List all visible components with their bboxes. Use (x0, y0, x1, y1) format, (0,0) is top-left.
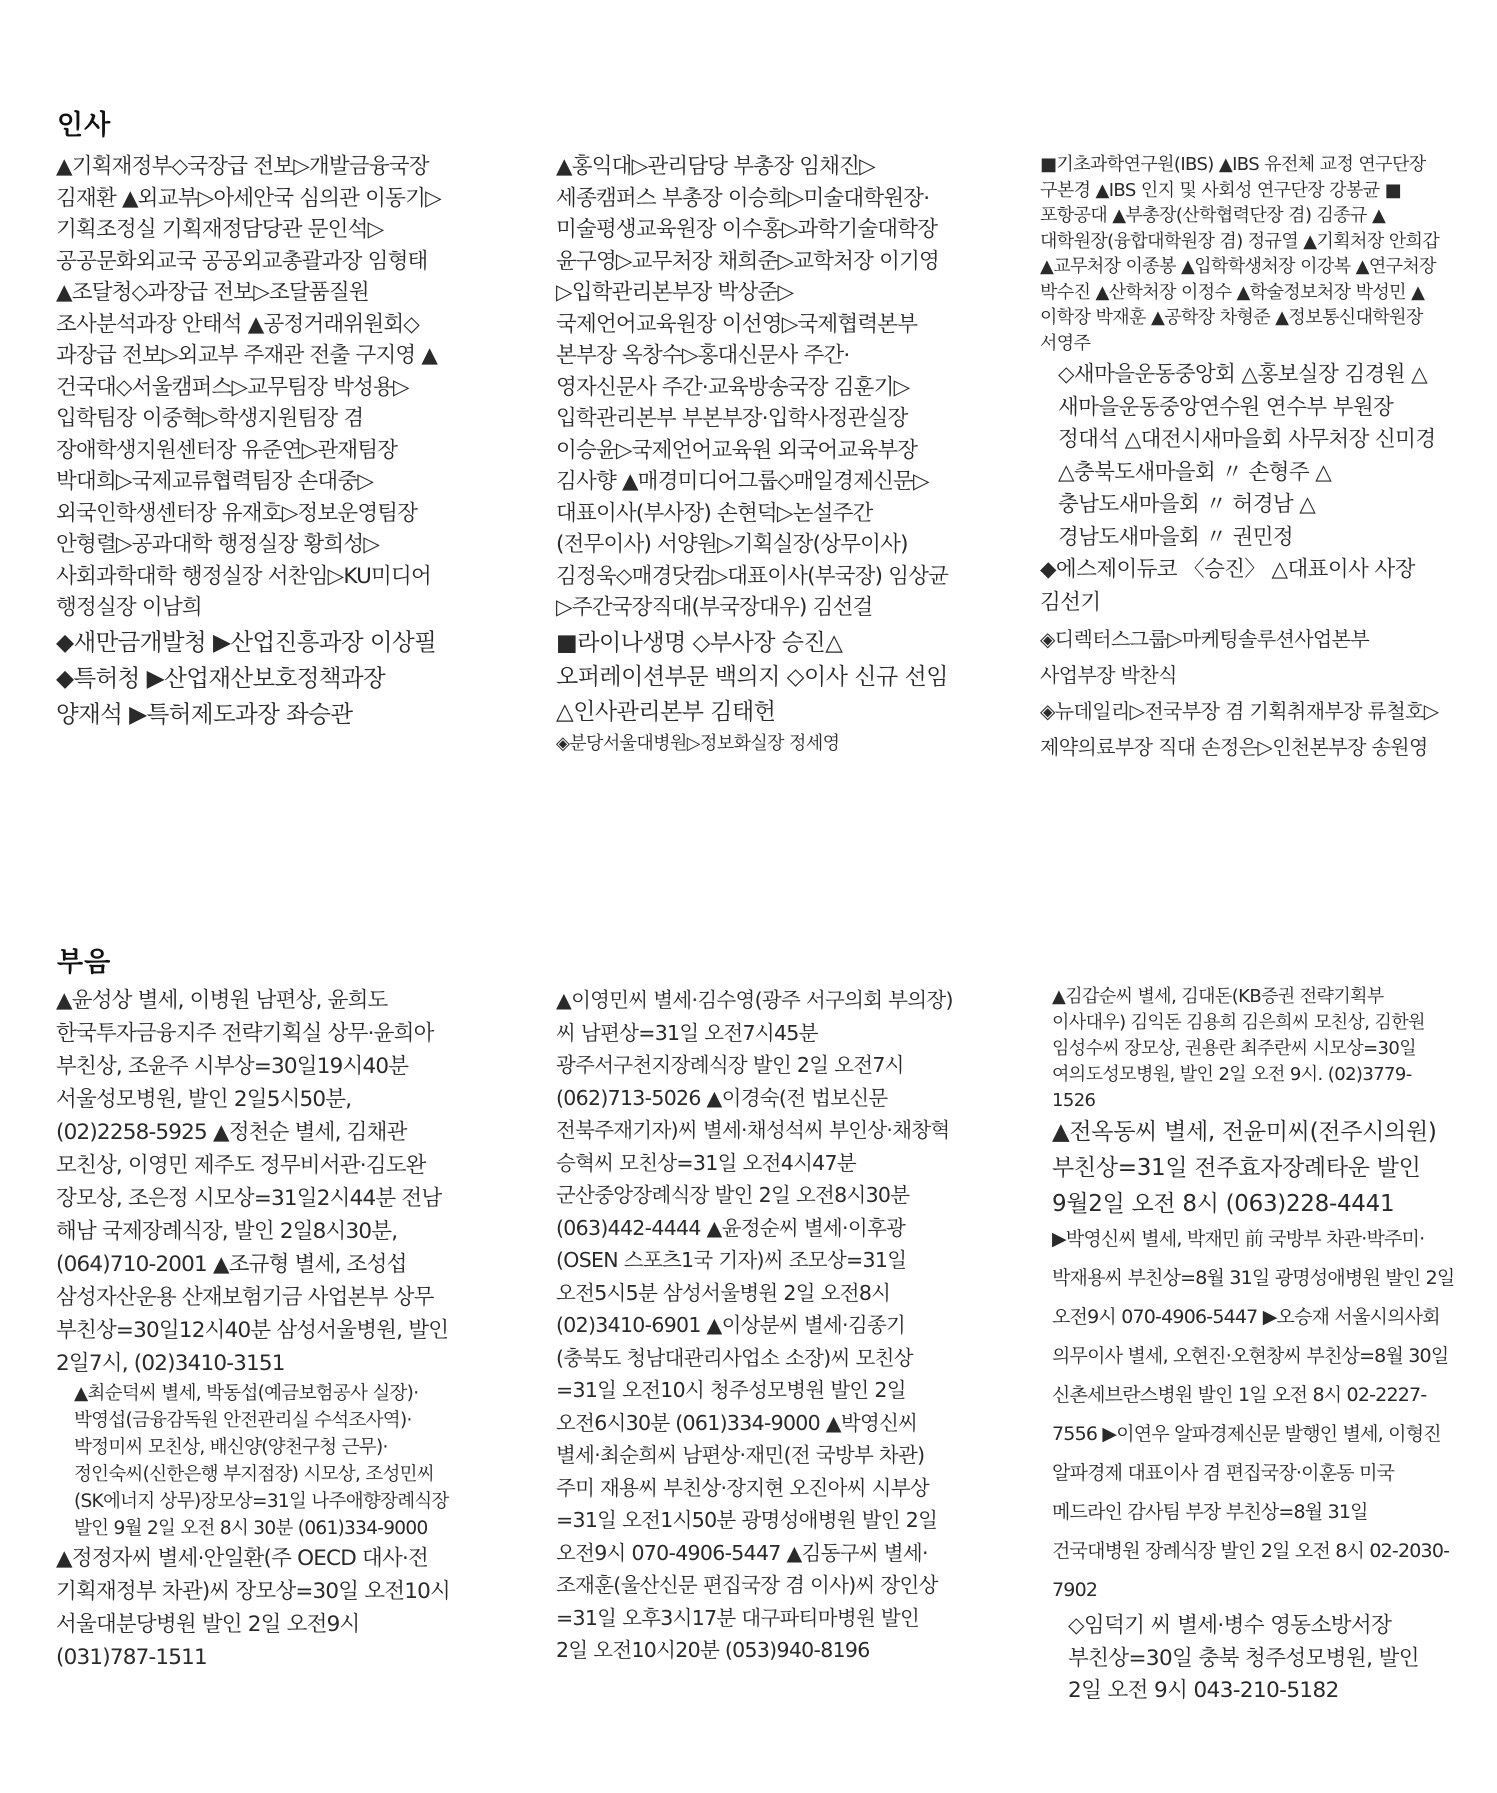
personnel-col2-text-3: ◈분당서울대병원▷정보화실장 정세영 (556, 733, 840, 754)
obituary-col1-text-2: ▲최순덕씨 별세, 박동섭(예금보험공사 실장)·박영섭(금융감독원 안전관리실 수석조사역)·박정미씨 모친상, 배신양(양천구청 근무)·정인숙씨(신한은행 부지점장) 시모상, 조성민씨(SK에너지 상무)장모상=31일 나주애향장례식장 발인 9월 2일 오전 8시 30분 (061)334-9000 (74, 1383, 449, 1539)
personnel-col3-text-3: ◆에스제이듀코 〈승진〉 △대표이사 사장 김선기 (1040, 557, 1415, 615)
personnel-column-2 (556, 151, 949, 757)
personnel-heading: 인사 (57, 110, 112, 141)
obituary-col3-text: ▲김갑순씨 별세, 김대돈(KB증권 전략기획부 이사대우) 김익돈 김용희 김은희씨 모친상, 김한원 임성수씨 장모상, 권용란 최주란씨 시모상=30일 여의도성모병원, 발인 2일 오전 9시. (02)3779-1526 (1052, 986, 1425, 1111)
obituary-column-2 (556, 984, 954, 1667)
personnel-col3-text-2: ◇새마을운동중앙회 △홍보실장 김경원 △새마을운동중앙연수원 연수부 부원장 정대석 △대전시새마을회 사무처장 신미경 △충북도새마을회 〃 손형주 △충남도새마을회 〃 허경남 △경남도새마을회 〃 권민정 (1058, 362, 1436, 550)
personnel-col3-text-4: ◈디렉터스그룹▷마케팅솔루션사업본부 사업부장 박찬식 (1040, 627, 1370, 687)
personnel-column-1 (56, 151, 448, 732)
personnel-col1-text: ▲기획재정부◇국장급 전보▷개발금융국장 김재환 ▲외교부▷아세안국 심의관 이동기▷기획조정실 기획재정담당관 문인석▷공공문화외교국 공공외교총괄과장 임형태 ▲조달청◇과장급 전보▷조달품질원 조사분석과장 안태석 ▲공정거래위원회◇과장급 전보▷외교부 주재관 전출 구지영 ▲건국대◇서울캠퍼스▷교무팀장 박성용▷입학팀장 이중혁▷학생지원팀장 겸 장애학생지원센터장 유준연▷관재팀장 박대희▷국제교류협력팀장 손대중▷외국인학생센터장 유재호▷정보운영팀장 안형렬▷공과대학 행정실장 황희성▷사회과학대학 행정실장 서찬임▷KU미디어 행정실장 이남희 (56, 154, 441, 620)
personnel-col1-text-2: ◆새만금개발청 ▶산업진흥과장 이상필 ◆특허청 ▶산업재산보호정책과장 양재석 ▶특허제도과장 좌승관 (56, 627, 437, 728)
obituary-col3-text-2: ▲전옥동씨 별세, 전윤미씨(전주시의원) 부친상=31일 전주효자장례타운 발인 9월2일 오전 8시 (063)228-4441 (1052, 1119, 1437, 1217)
obituary-col1-text: ▲윤성상 별세, 이병원 남편상, 윤희도 한국투자금융지주 전략기획실 상무·윤희아 부친상, 조윤주 시부상=30일19시40분 서울성모병원, 발인 2일5시50분, (02)2258-5925 ▲정천순 별세, 김채관 모친상, 이영민 제주도 정무비서관·김도완 장모상, 조은정 시모상=31일2시44분 전남 해남 국제장례식장, 발인 2일8시30분, (064)710-2001 ▲조규형 별세, 조성섭 삼성자산운용 산재보험기금 사업본부 상무 부친상=30일12시40분 삼성서울병원, 발인 2일7시, (02)3410-3151 (56, 988, 449, 1376)
personnel-col3-text: ■기초과학연구원(IBS) ▲IBS 유전체 교정 연구단장 구본경 ▲IBS 인지 및 사회성 연구단장 강봉균 ■포항공대 ▲부총장(산학협력단장 겸) 김종규 ▲대학원장(융합대학원장 겸) 정규열 ▲기획처장 안희갑 ▲교무처장 이종봉 ▲입학학생처장 이강복 ▲연구처장 박수진 ▲산학처장 이정수 ▲학술정보처장 박성민 ▲이학장 박재훈 ▲공학장 차형준 ▲정보통신대학원장 서영주 (1040, 154, 1440, 354)
personnel-column-3 (1040, 152, 1449, 765)
obituary-heading: 부음 (57, 947, 112, 978)
obituary-column-3 (1052, 984, 1455, 1708)
personnel-col3-text-5: ◈뉴데일리▷전국부장 겸 기획취재부장 류철호▷제약의료부장 직대 손정은▷인천본부장 송원영 (1040, 699, 1439, 759)
obituary-col1-text-3: ▲정정자씨 별세·안일환(주 OECD 대사·전 기획재정부 차관)씨 장모상=30일 오전10시 서울대분당병원 발인 2일 오전9시 (031)787-1511 (56, 1546, 450, 1670)
personnel-section (0, 0, 1497, 780)
obituary-col2-text: ▲이영민씨 별세·김수영(광주 서구의회 부의장)씨 남편상=31일 오전7시45분 광주서구천지장례식장 발인 2일 오전7시 (062)713-5026 ▲이경숙(전 법보신문 전북주재기자)씨 별세·채성석씨 부인상·채창혁 승혁씨 모친상=31일 오전4시47분 군산중앙장례식장 발인 2일 오전8시30분 (063)442-4444 ▲윤정순씨 별세·이후광(OSEN 스포츠1국 기자)씨 조모상=31일 오전5시5분 삼성서울병원 2일 오전8시 (02)3410-6901 ▲이상분씨 별세·김종기(충북도 청남대관리사업소 소장)씨 모친상=31일 오전10시 청주성모병원 발인 2일 오전6시30분 (061)334-9000 ▲박영신씨 별세·최순희씨 남편상·재민(전 국방부 차관) 주미 재용씨 부친상·장지현 오진아씨 시부상=31일 오전1시50분 광명성애병원 발인 2일 오전9시 070-4906-5447 ▲김동구씨 별세·조재훈(울산신문 편집국장 겸 이사)씨 장인상=31일 오후3시17분 대구파티마병원 발인 2일 오전10시20분 (053)940-8196 (556, 988, 953, 1662)
obituary-section (0, 900, 1497, 1780)
obituary-col3-text-3: ▶박영신씨 별세, 박재민 前 국방부 차관·박주미·박재용씨 부친상=8월 31일 광명성애병원 발인 2일 오전9시 070-4906-5447 ▶오승재 서울시의사회 의무이사 별세, 오현진·오현창씨 부친상=8월 30일 신촌세브란스병원 발인 1일 오전 8시 02-2227-7556 ▶이연우 알파경제신문 발행인 별세, 이형진 알파경제 대표이사 겸 편집국장·이훈동 미국 메드라인 감사팀 부장 부친상=8월 31일 건국대병원 장례식장 발인 2일 오전 8시 02-2030-7902 (1052, 1228, 1455, 1601)
obituary-col3-text-4: ◇임덕기 씨 별세·병수 영동소방서장 부친상=30일 충북 청주성모병원, 발인 2일 오전 9시 043-210-5182 (1068, 1613, 1419, 1703)
personnel-col2-text: ▲홍익대▷관리담당 부총장 임채진▷세종캠퍼스 부총장 이승희▷미술대학원장·미술평생교육원장 이수홍▷과학기술대학장 윤구영▷교무처장 채희준▷교학처장 이기영▷입학관리본부장 박상준▷국제언어교육원장 이선영▷국제협력본부 본부장 옥창수▷홍대신문사 주간·영자신문사 주간·교육방송국장 김훈기▷입학관리본부 부본부장·입학사정관실장 이승윤▷국제언어교육원 외국어교육부장 김사향 ▲매경미디어그룹◇매일경제신문▷대표이사(부사장) 손현덕▷논설주간(전무이사) 서양원▷기획실장(상무이사) 김정욱◇매경닷컴▷대표이사(부국장) 임상균▷주간국장직대(부국장대우) 김선걸 (556, 154, 949, 620)
obituary-column-1 (56, 984, 454, 1674)
personnel-col2-text-2: ■라이나생명 ◇부사장 승진△오퍼레이션부문 백의지 ◇이사 신규 선임△인사관리본부 김태헌 (556, 629, 948, 725)
